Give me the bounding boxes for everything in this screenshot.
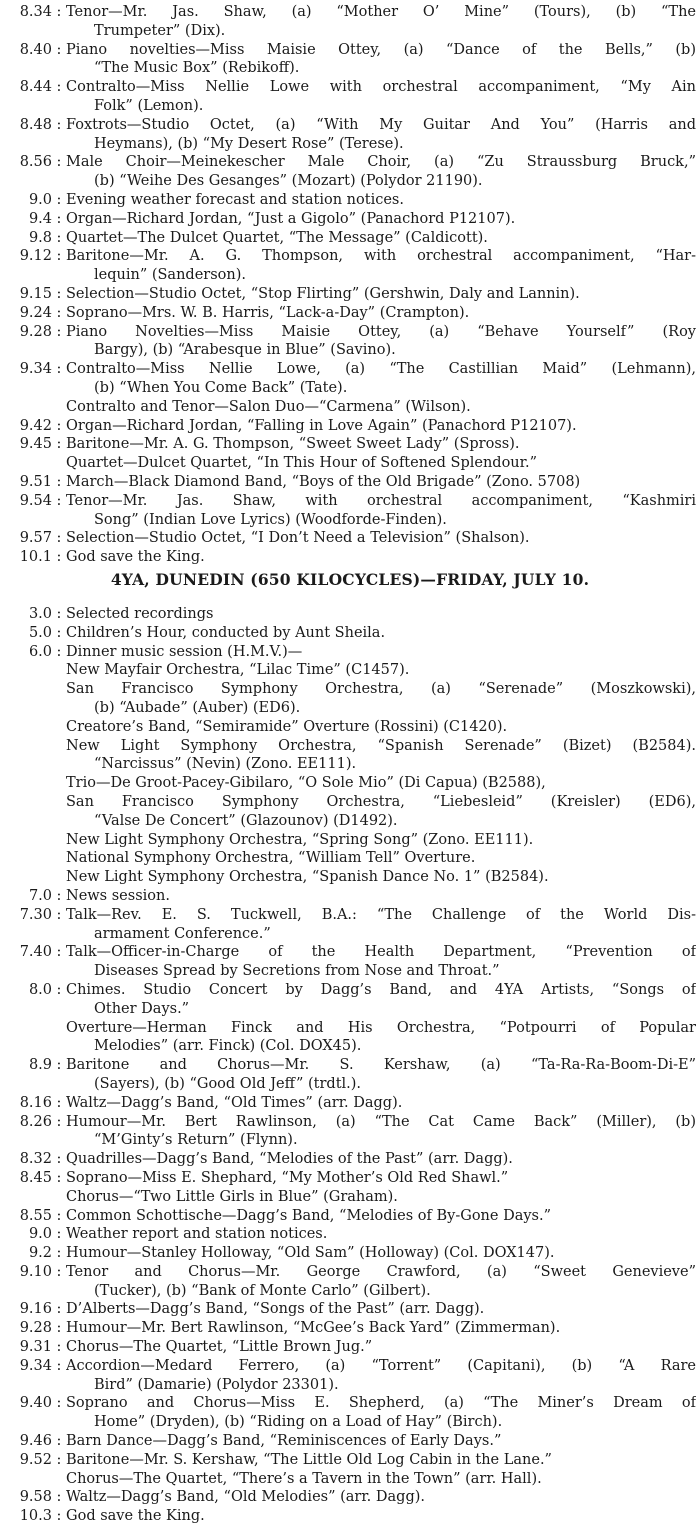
- entry-text-line: Contralto—Miss Nellie Lowe with orchestral accompaniment, “My Ain: [66, 79, 696, 96]
- programme-entry: [0, 1244, 700, 1263]
- programme-entry: [0, 1300, 700, 1319]
- programme-sub-entry: [0, 718, 700, 737]
- programme-entry: [0, 454, 700, 473]
- entry-body: [66, 1432, 700, 1451]
- entry-text-line: Quadrilles—Dagg’s Band, “Melodies of the Past” (arr. Dagg).: [66, 1151, 513, 1168]
- entry-body: [66, 41, 700, 79]
- time-separator: :: [56, 154, 62, 171]
- entry-time: 8.16: [19, 1094, 52, 1111]
- time-separator: :: [56, 530, 62, 547]
- entry-text-line: Male Choir—Meinekescher Male Choir, (a) “Zu Straussburg Bruck,”: [66, 154, 696, 171]
- time-separator: :: [56, 1320, 62, 1337]
- entry-time: 9.15: [19, 285, 52, 302]
- time-separator: :: [56, 1207, 62, 1224]
- programme-entry: [0, 360, 700, 398]
- entry-text-line: (b) “When You Come Back” (Tate).: [94, 379, 348, 396]
- entry-text-line: (Tucker), (b) “Bank of Monte Carlo” (Gilbert).: [94, 1282, 431, 1299]
- entry-body: [66, 548, 700, 567]
- entry-text-line: New Light Symphony Orchestra, “Spanish Serenade” (Bizet) (B2584).: [66, 737, 696, 754]
- programme-entry: [0, 229, 700, 248]
- programme-entry: [0, 191, 700, 210]
- programme-entry: [0, 1150, 700, 1169]
- programme-entry: [0, 323, 700, 361]
- programme-section-3ya: [0, 3, 700, 567]
- programme-sub-entry: [0, 774, 700, 793]
- entry-body: [66, 1225, 700, 1244]
- time-separator: :: [56, 1263, 62, 1280]
- programme-entry: [0, 417, 700, 436]
- entry-text-line: News session.: [66, 887, 170, 904]
- entry-time: 7.30: [19, 906, 52, 923]
- programme-sub-entry: [0, 831, 700, 850]
- programme-sub-entry: [0, 793, 700, 831]
- entry-text-line: Children’s Hour, conducted by Aunt Sheila.: [66, 624, 386, 641]
- entry-body: [66, 191, 700, 210]
- entry-text-line: armament Conference.”: [94, 925, 271, 942]
- entry-text-line: March—Black Diamond Band, “Boys of the Old Brigade” (Zono. 5708): [66, 473, 581, 490]
- entry-time: 8.34: [19, 4, 52, 20]
- entry-body: [66, 1207, 700, 1226]
- entry-text-line: D’Alberts—Dagg’s Band, “Songs of the Past” (arr. Dagg).: [66, 1301, 485, 1318]
- programme-sub-entry: [0, 1188, 700, 1207]
- entry-text-line: Chimes. Studio Concert by Dagg’s Band, and 4YA Artists, “Songs of: [66, 981, 696, 998]
- entry-text-line: Other Days.”: [94, 1000, 190, 1017]
- entry-text-line: National Symphony Orchestra, “William Tell” Overture.: [66, 850, 476, 867]
- programme-entry: [0, 1094, 700, 1113]
- entry-text-line: Quartet—Dulcet Quartet, “In This Hour of Softened Splendour.”: [66, 455, 538, 472]
- programme-sub-entry: [0, 661, 700, 680]
- entry-text-line: Soprano and Chorus—Miss E. Shepherd, (a) “The Miner’s Dream of: [66, 1395, 696, 1412]
- programme-entry: [0, 605, 700, 624]
- programme-sub-entry: [0, 1019, 700, 1057]
- entry-text-line: God save the King.: [66, 1508, 205, 1525]
- entry-time: 9.52: [19, 1451, 52, 1468]
- programme-sub-entry: [0, 1470, 700, 1489]
- entry-body: [66, 605, 700, 624]
- programme-entry: [0, 3, 700, 41]
- time-separator: :: [56, 210, 62, 227]
- entry-text-line: New Mayfair Orchestra, “Lilac Time” (C1457).: [66, 662, 410, 679]
- time-separator: :: [56, 643, 62, 660]
- entry-text-line: Baritone and Chorus—Mr. S. Kershaw, (a) “Ta-Ra-Ra-Boom-Di-E”: [66, 1057, 696, 1074]
- entry-body: [66, 887, 700, 906]
- entry-text-line: Humour—Mr. Bert Rawlinson, “McGee’s Back Yard” (Zimmerman).: [66, 1320, 561, 1337]
- time-separator: :: [56, 1357, 62, 1374]
- programme-sub-entry: [0, 868, 700, 887]
- time-separator: :: [56, 944, 62, 961]
- entry-text-line: “Valse De Concert” (Glazounov) (D1492).: [94, 812, 398, 829]
- entry-body: [66, 360, 700, 398]
- station-heading: 4YA, DUNEDIN (650 KILOCYCLES)—FRIDAY, JULY 10.: [110, 570, 590, 589]
- time-separator: :: [56, 1395, 62, 1412]
- time-separator: :: [56, 473, 62, 490]
- entry-text-line: Foxtrots—Studio Octet, (a) “With My Guitar And You” (Harris and: [66, 116, 696, 133]
- programme-entry: [0, 1338, 700, 1357]
- time-separator: :: [56, 229, 62, 246]
- entry-text-line: Baritone—Mr. S. Kershaw, “The Little Old Log Cabin in the Lane.”: [66, 1451, 552, 1468]
- time-separator: :: [56, 1339, 62, 1356]
- entry-text-line: New Light Symphony Orchestra, “Spanish Dance No. 1” (B2584).: [66, 869, 549, 886]
- programme-entry: [0, 210, 700, 229]
- programme-sub-entry: [0, 737, 700, 775]
- time-separator: :: [56, 606, 62, 622]
- entry-text-line: Baritone—Mr. A. G. Thompson, with orchestral accompaniment, “Har-: [66, 248, 696, 265]
- programme-entry: [0, 304, 700, 323]
- entry-text-line: Selection—Studio Octet, “Stop Flirting” (Gershwin, Daly and Lannin).: [66, 285, 580, 302]
- time-separator: :: [56, 285, 62, 302]
- entry-body: [66, 1056, 700, 1094]
- entry-body: [66, 981, 700, 1019]
- entry-time: 9.40: [19, 1395, 52, 1412]
- programme-entry: [0, 1263, 700, 1301]
- entry-time: 9.31: [19, 1339, 52, 1356]
- entry-time: 8.9: [28, 1057, 52, 1074]
- entry-text-line: Folk” (Lemon).: [94, 97, 204, 114]
- entry-body: [66, 78, 700, 116]
- entry-body: [66, 210, 700, 229]
- entry-time: 9.51: [19, 473, 52, 490]
- entry-time: 9.46: [19, 1433, 52, 1450]
- programme-entry: [0, 981, 700, 1019]
- entry-body: [66, 1507, 700, 1526]
- entry-text-line: Organ—Richard Jordan, “Just a Gigolo” (Panachord P12107).: [66, 210, 516, 227]
- time-separator: :: [56, 549, 62, 566]
- programme-entry: [0, 943, 700, 981]
- entry-text-line: Evening weather forecast and station notices.: [66, 191, 404, 208]
- entry-body: [66, 285, 700, 304]
- entry-text-line: lequin” (Sanderson).: [94, 267, 246, 284]
- time-separator: :: [56, 981, 62, 998]
- entry-text-line: Bird” (Damarie) (Polydor 23301).: [94, 1376, 339, 1393]
- entry-text-line: Overture—Herman Finck and His Orchestra, “Potpourri of Popular: [66, 1019, 696, 1036]
- time-separator: :: [56, 248, 62, 265]
- entry-text-line: Melodies” (arr. Finck) (Col. DOX45).: [94, 1038, 362, 1055]
- entry-text-line: Contralto and Tenor—Salon Duo—“Carmena” (Wilson).: [66, 398, 471, 415]
- programme-entry: [0, 1357, 700, 1395]
- time-separator: :: [56, 887, 62, 904]
- entry-time: 9.28: [19, 323, 52, 340]
- entry-body: [66, 624, 700, 643]
- entry-text-line: (Sayers), (b) “Good Old Jeff” (trdtl.).: [94, 1075, 362, 1092]
- time-separator: :: [56, 4, 62, 20]
- entry-text-line: New Light Symphony Orchestra, “Spring Song” (Zono. EE111).: [66, 831, 534, 848]
- programme-entry: [0, 1207, 700, 1226]
- programme-section-4ya: [0, 605, 700, 1526]
- time-separator: :: [56, 1301, 62, 1318]
- time-separator: :: [56, 1151, 62, 1168]
- entry-time: 9.0: [28, 191, 52, 208]
- entry-body: [66, 116, 700, 154]
- entry-time: 3.0: [28, 606, 52, 622]
- entry-time: 9.16: [19, 1301, 52, 1318]
- time-separator: :: [56, 1057, 62, 1074]
- time-separator: :: [56, 1094, 62, 1111]
- entry-time: 10.1: [19, 549, 52, 566]
- entry-text-line: Song” (Indian Love Lyrics) (Woodforde-Finden).: [94, 511, 447, 528]
- programme-entry: [0, 116, 700, 154]
- entry-text-line: Creatore’s Band, “Semiramide” Overture (Rossini) (C1420).: [66, 718, 508, 735]
- entry-text-line: Weather report and station notices.: [66, 1226, 328, 1243]
- entry-body: [66, 1169, 700, 1188]
- programme-entry: [0, 153, 700, 191]
- entry-text-line: “M’Ginty’s Return” (Flynn).: [94, 1132, 298, 1149]
- entry-time: 8.40: [19, 41, 52, 58]
- programme-entry: [0, 1225, 700, 1244]
- time-separator: :: [56, 436, 62, 453]
- entry-time: 9.2: [28, 1245, 52, 1262]
- time-separator: :: [56, 492, 62, 509]
- entry-body: [66, 906, 700, 944]
- time-separator: :: [56, 191, 62, 208]
- entry-body: [66, 304, 700, 323]
- entry-body: [66, 153, 700, 191]
- entry-text-line: Baritone—Mr. A. G. Thompson, “Sweet Sweet Lady” (Spross).: [66, 436, 520, 453]
- entry-text-line: (b) “Weihe Des Gesanges” (Mozart) (Polydor 21190).: [94, 173, 483, 190]
- entry-body: [66, 1150, 700, 1169]
- programme-entry: [0, 1432, 700, 1451]
- entry-text-line: Selected recordings: [66, 606, 214, 622]
- time-separator: :: [56, 79, 62, 96]
- entry-time: 8.44: [19, 79, 52, 96]
- programme-entry: [0, 1113, 700, 1151]
- programme-entry: [0, 473, 700, 492]
- programme-entry: [0, 624, 700, 643]
- time-separator: :: [56, 116, 62, 133]
- entry-text-line: Bargy), (b) “Arabesque in Blue” (Savino).: [94, 342, 396, 359]
- entry-body: [66, 1319, 700, 1338]
- entry-time: 9.28: [19, 1320, 52, 1337]
- entry-text-line: Heymans), (b) “My Desert Rose” (Terese).: [94, 135, 404, 152]
- time-separator: :: [56, 1451, 62, 1468]
- entry-time: 7.0: [28, 887, 52, 904]
- entry-text-line: Barn Dance—Dagg’s Band, “Reminiscences of Early Days.”: [66, 1433, 502, 1450]
- entry-time: 8.26: [19, 1113, 52, 1130]
- entry-text-line: Humour—Stanley Holloway, “Old Sam” (Holloway) (Col. DOX147).: [66, 1245, 555, 1262]
- entry-time: 8.48: [19, 116, 52, 133]
- time-separator: :: [56, 1489, 62, 1506]
- entry-time: 8.55: [19, 1207, 52, 1224]
- entry-text-line: Home” (Dryden), (b) “Riding on a Load of Hay” (Birch).: [94, 1414, 503, 1431]
- entry-body: [66, 643, 700, 662]
- entry-time: 8.45: [19, 1169, 52, 1186]
- entry-text-line: Piano novelties—Miss Maisie Ottey, (a) “Dance of the Bells,” (b): [66, 41, 696, 58]
- entry-text-line: Accordion—Medard Ferrero, (a) “Torrent” (Capitani), (b) “A Rare: [66, 1357, 696, 1374]
- programme-entry: [0, 247, 700, 285]
- entry-text-line: Organ—Richard Jordan, “Falling in Love Again” (Panachord P12107).: [66, 417, 577, 434]
- programme-entry: [0, 1394, 700, 1432]
- time-separator: :: [56, 41, 62, 58]
- time-separator: :: [56, 1433, 62, 1450]
- entry-time: 9.57: [19, 530, 52, 547]
- entry-text-line: (b) “Aubade” (Auber) (ED6).: [94, 699, 301, 716]
- programme-entry: [0, 1056, 700, 1094]
- time-separator: :: [56, 1245, 62, 1262]
- entry-body: [66, 1394, 700, 1432]
- entry-text-line: Chorus—The Quartet, “Little Brown Jug.”: [66, 1339, 373, 1356]
- programme-entry: [0, 1507, 700, 1526]
- programme-entry: [0, 1488, 700, 1507]
- programme-entry: [0, 529, 700, 548]
- programme-entry: [0, 41, 700, 79]
- entry-body: [66, 529, 700, 548]
- programme-sub-entry: [0, 680, 700, 718]
- entry-body: [66, 435, 700, 454]
- entry-body: [66, 1094, 700, 1113]
- entry-time: 8.32: [19, 1151, 52, 1168]
- programme-entry: [0, 78, 700, 116]
- entry-text-line: Trio—De Groot-Pacey-Gibilaro, “O Sole Mio” (Di Capua) (B2588),: [66, 775, 546, 792]
- entry-text-line: Tenor—Mr. Jas. Shaw, (a) “Mother O’ Mine” (Tours), (b) “The: [66, 4, 696, 20]
- programme-entry: [0, 906, 700, 944]
- entry-time: 9.58: [19, 1489, 52, 1506]
- entry-body: [66, 229, 700, 248]
- entry-body: [66, 1451, 700, 1470]
- entry-body: [66, 398, 700, 417]
- entry-text-line: San Francisco Symphony Orchestra, (a) “Serenade” (Moszkowski),: [66, 681, 696, 698]
- entry-time: 9.10: [19, 1263, 52, 1280]
- entry-time: 9.42: [19, 417, 52, 434]
- time-separator: :: [56, 304, 62, 321]
- programme-entry: [0, 548, 700, 567]
- entry-text-line: Common Schottische—Dagg’s Band, “Melodies of By-Gone Days.”: [66, 1207, 552, 1224]
- programme-entry: [0, 492, 700, 530]
- entry-text-line: “The Music Box” (Rebikoff).: [94, 60, 300, 77]
- entry-text-line: Tenor—Mr. Jas. Shaw, with orchestral accompaniment, “Kashmiri: [66, 492, 696, 509]
- entry-body: [66, 943, 700, 981]
- entry-body: [66, 1113, 700, 1151]
- entry-time: 6.0: [28, 643, 52, 660]
- entry-time: 9.0: [28, 1226, 52, 1243]
- time-separator: :: [56, 1226, 62, 1243]
- entry-time: 8.0: [28, 981, 52, 998]
- entry-text-line: “Narcissus” (Nevin) (Zono. EE111).: [94, 756, 357, 773]
- entry-text-line: Chorus—The Quartet, “There’s a Tavern in the Town” (arr. Hall).: [66, 1470, 542, 1487]
- entry-text-line: Selection—Studio Octet, “I Don’t Need a Television” (Shalson).: [66, 530, 530, 547]
- programme-entry: [0, 398, 700, 417]
- programme-sub-entry: [0, 849, 700, 868]
- entry-text-line: Humour—Mr. Bert Rawlinson, (a) “The Cat Came Back” (Miller), (b): [66, 1113, 696, 1130]
- programme-entry: [0, 1319, 700, 1338]
- programme-entry: [0, 285, 700, 304]
- entry-time: 9.34: [19, 1357, 52, 1374]
- time-separator: :: [56, 906, 62, 923]
- programme-entry: [0, 887, 700, 906]
- entry-text-line: Waltz—Dagg’s Band, “Old Melodies” (arr. Dagg).: [66, 1489, 426, 1506]
- entry-text-line: God save the King.: [66, 549, 205, 566]
- entry-time: 9.24: [19, 304, 52, 321]
- entry-text-line: Dinner music session (H.M.V.)—: [66, 643, 303, 660]
- programme-entry: [0, 1451, 700, 1470]
- entry-text-line: San Francisco Symphony Orchestra, “Liebesleid” (Kreisler) (ED6),: [66, 793, 696, 810]
- entry-time: 9.54: [19, 492, 52, 509]
- entry-body: [66, 473, 700, 492]
- entry-time: 9.4: [28, 210, 52, 227]
- entry-body: [66, 454, 700, 473]
- entry-text-line: Trumpeter” (Dix).: [94, 22, 226, 39]
- entry-body: [66, 323, 700, 361]
- entry-body: [66, 1488, 700, 1507]
- entry-body: [66, 1263, 700, 1301]
- programme-entry: [0, 435, 700, 454]
- time-separator: :: [56, 323, 62, 340]
- time-separator: :: [56, 417, 62, 434]
- entry-time: 9.34: [19, 361, 52, 378]
- time-separator: :: [56, 1508, 62, 1525]
- time-separator: :: [56, 361, 62, 378]
- entry-time: 5.0: [28, 624, 52, 641]
- time-separator: :: [56, 624, 62, 641]
- entry-time: 7.40: [19, 944, 52, 961]
- entry-body: [66, 1357, 700, 1395]
- entry-body: [66, 247, 700, 285]
- entry-body: [66, 1300, 700, 1319]
- time-separator: :: [56, 1169, 62, 1186]
- entry-text-line: Talk—Officer-in-Charge of the Health Department, “Prevention of: [66, 944, 696, 961]
- entry-time: 9.8: [28, 229, 52, 246]
- entry-body: [66, 3, 700, 41]
- entry-body: [66, 417, 700, 436]
- entry-text-line: Soprano—Mrs. W. B. Harris, “Lack-a-Day” (Crampton).: [66, 304, 470, 321]
- programme-entry: [0, 1169, 700, 1188]
- entry-text-line: Piano Novelties—Miss Maisie Ottey, (a) “Behave Yourself” (Roy: [66, 323, 696, 340]
- entry-text-line: Diseases Spread by Secretions from Nose and Throat.”: [94, 963, 500, 980]
- entry-body: [66, 1244, 700, 1263]
- entry-text-line: Quartet—The Dulcet Quartet, “The Message” (Caldicott).: [66, 229, 488, 246]
- entry-text-line: Waltz—Dagg’s Band, “Old Times” (arr. Dagg).: [66, 1094, 403, 1111]
- entry-text-line: Talk—Rev. E. S. Tuckwell, B.A.: “The Challenge of the World Dis-: [66, 906, 696, 923]
- entry-text-line: Tenor and Chorus—Mr. George Crawford, (a) “Sweet Genevieve”: [66, 1263, 696, 1280]
- entry-time: 10.3: [19, 1508, 52, 1525]
- time-separator: :: [56, 1113, 62, 1130]
- programme-entry: [0, 643, 700, 662]
- entry-body: [66, 492, 700, 530]
- entry-text-line: Contralto—Miss Nellie Lowe, (a) “The Castillian Maid” (Lehmann),: [66, 361, 696, 378]
- entry-time: 9.45: [19, 436, 52, 453]
- entry-time: 9.12: [19, 248, 52, 265]
- entry-text-line: Chorus—“Two Little Girls in Blue” (Graham).: [66, 1188, 398, 1205]
- entry-text-line: Soprano—Miss E. Shephard, “My Mother’s Old Red Shawl.”: [66, 1169, 509, 1186]
- entry-body: [66, 1338, 700, 1357]
- entry-time: 8.56: [19, 154, 52, 171]
